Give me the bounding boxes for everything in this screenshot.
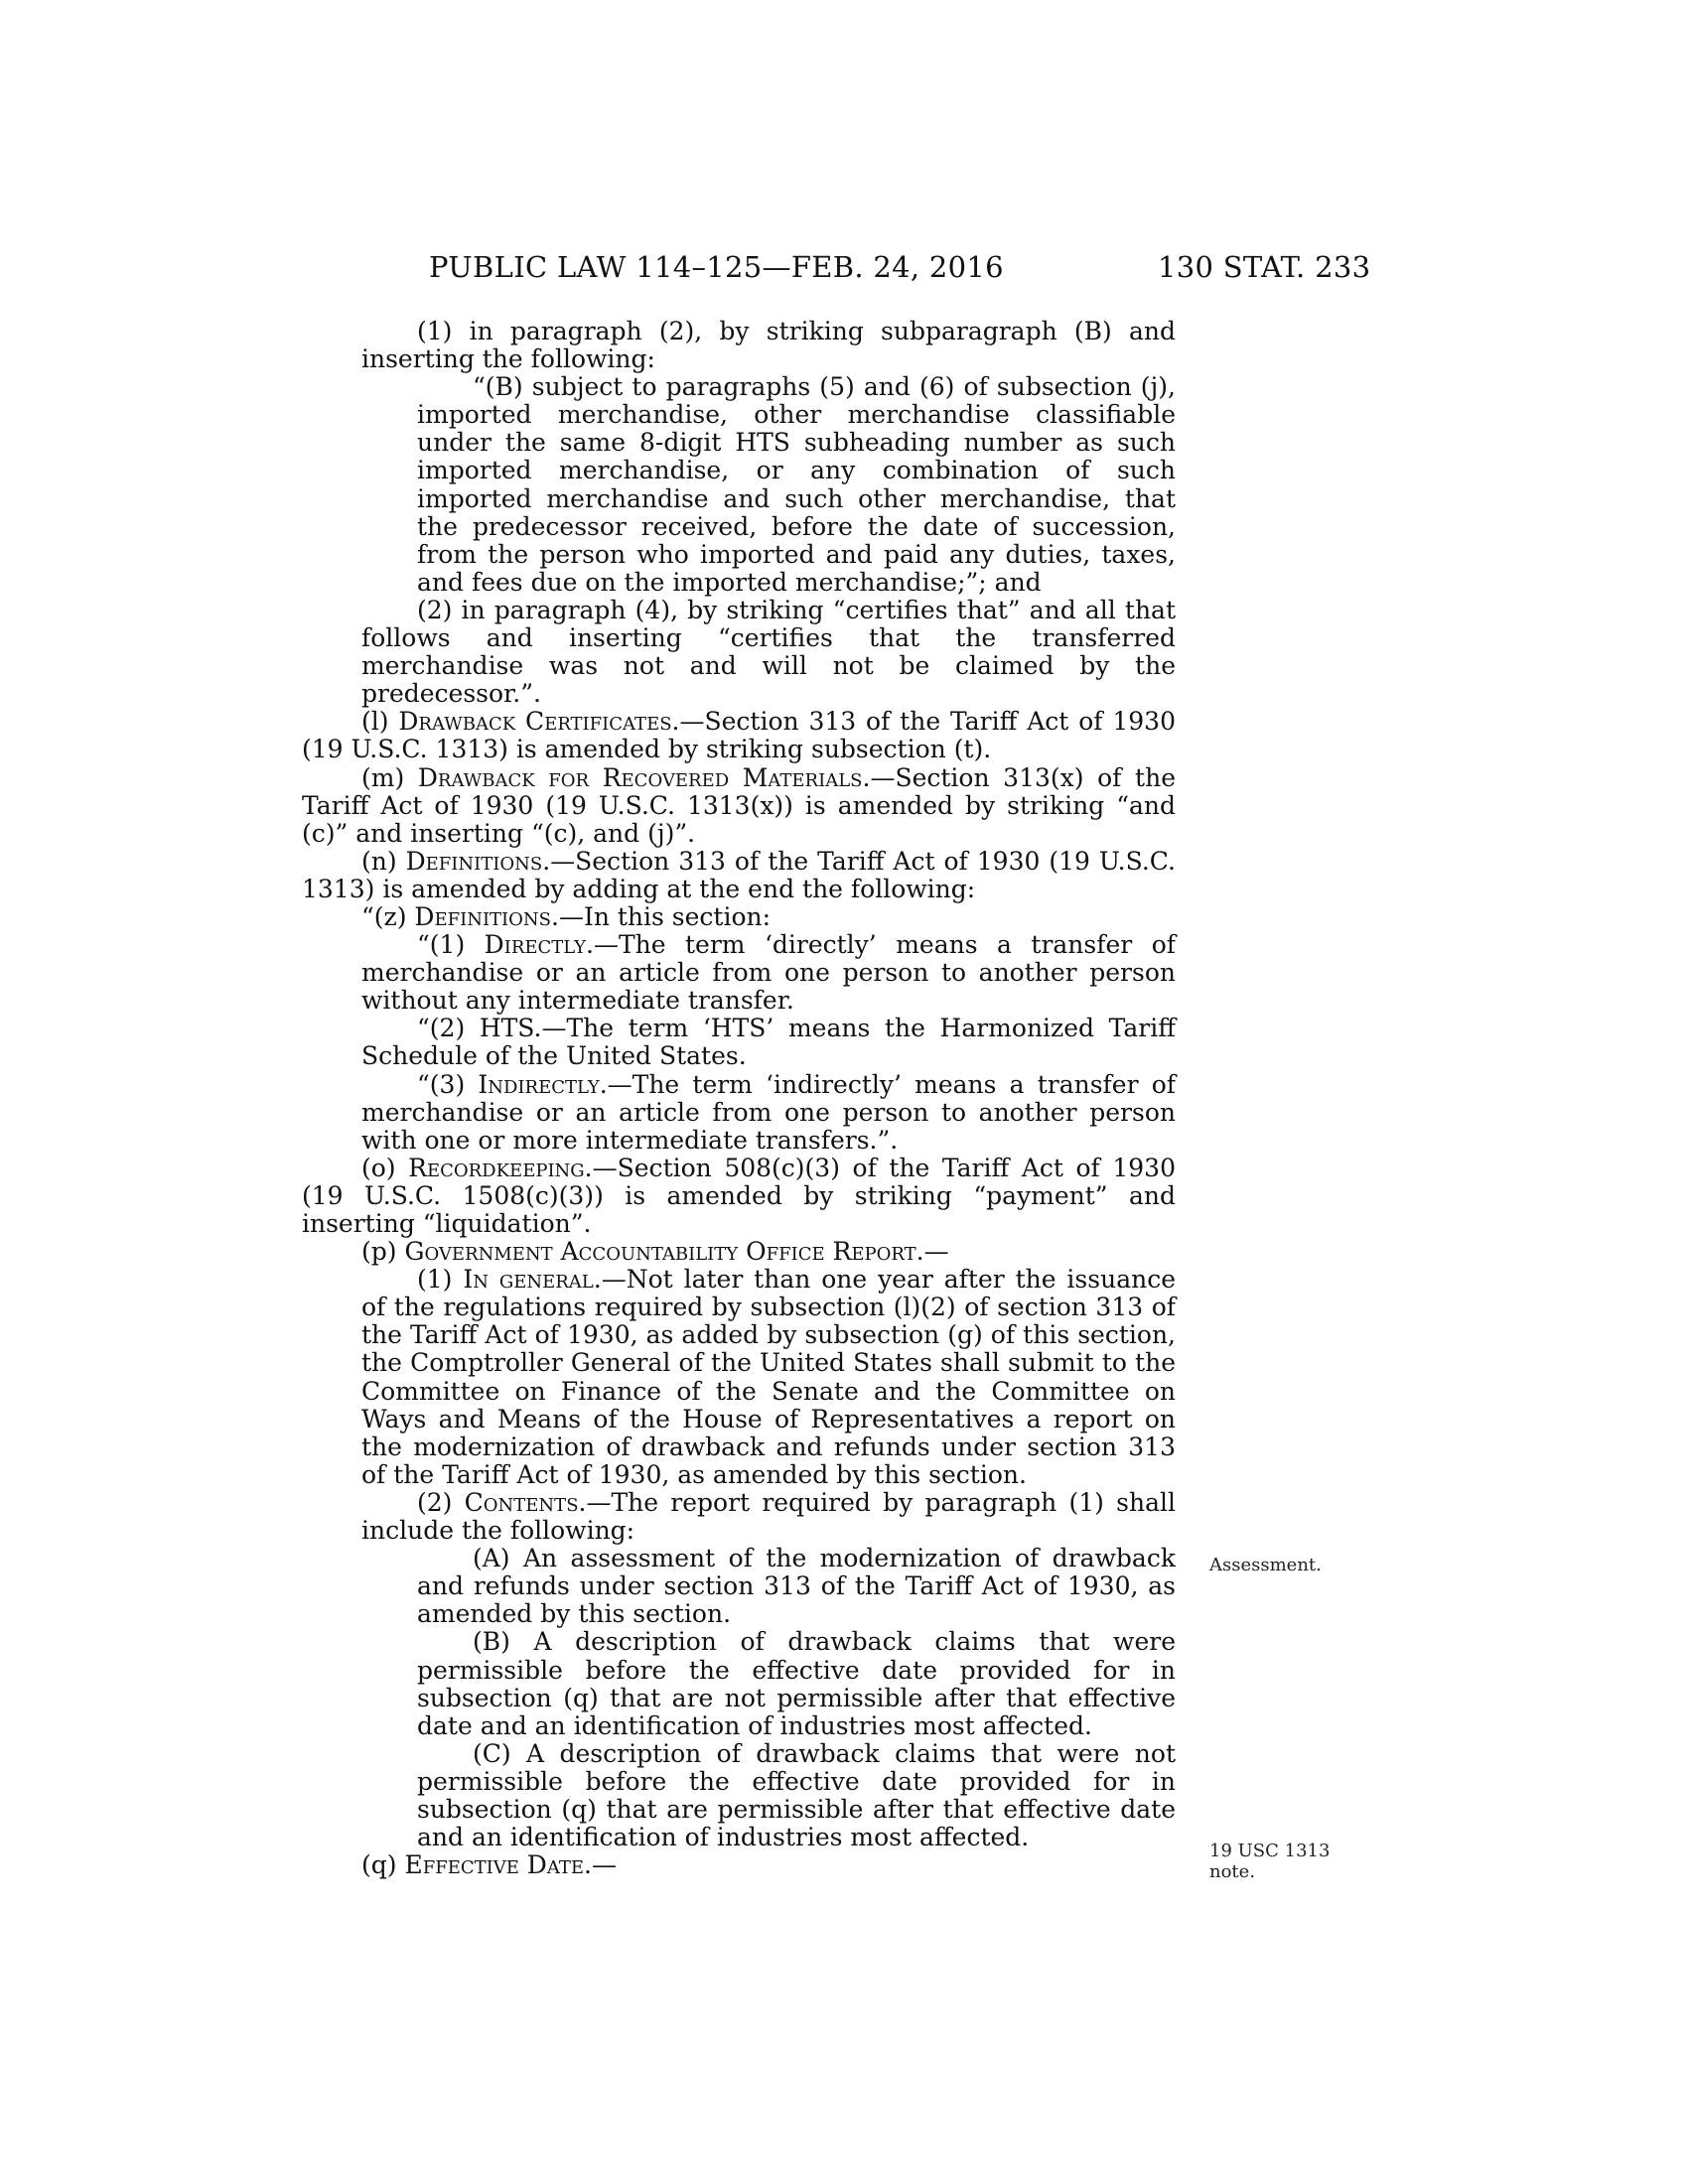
- statute-paragraph: [302, 764, 1176, 848]
- section-heading: Definitions.: [414, 901, 559, 931]
- paragraph-text: (1): [417, 1265, 464, 1295]
- statute-paragraph: [302, 1628, 1176, 1739]
- statute-body: [302, 318, 1176, 1879]
- statute-paragraph: [302, 708, 1176, 763]
- paragraph-text: —The report required by paragraph (1) shall include the following:: [361, 1487, 1176, 1546]
- section-heading: Indirectly.: [478, 1069, 608, 1099]
- statute-paragraph: [302, 1155, 1176, 1238]
- margin-note-usc-line2: note.: [1209, 1861, 1256, 1882]
- statute-paragraph: [302, 1238, 1176, 1266]
- paragraph-text: (A) An assessment of the modernization of drawback and refunds under section 313 of the Tariff Act of 1930, as amended by this section.: [417, 1544, 1176, 1629]
- paragraph-text: “(3): [417, 1069, 479, 1099]
- section-heading: Drawback Certificates.: [398, 707, 680, 737]
- paragraph-text: (o): [361, 1153, 409, 1182]
- statute-paragraph: [302, 1545, 1176, 1628]
- paragraph-text: “(1): [417, 930, 485, 960]
- paragraph-text: (1) in paragraph (2), by striking subparagraph (B) and inserting the following:: [361, 317, 1176, 374]
- paragraph-text: (l): [361, 707, 399, 737]
- paragraph-text: —Not later than one year after the issuance of the regulations required by subsection (l)(2) of section 313 of the Tariff Act of 1930, as added by subsection (g) of this section, the Comptroller General of the United States shall submit to the Committee on Finance of the Senate and the Committee on Ways and Means of the House of Representatives a report on the modernization of drawback and refunds under section 313 of the Tariff Act of 1930, as amended by this section.: [361, 1265, 1176, 1489]
- paragraph-text: (C) A description of drawback claims that were not permissible before the effective date provided for in subsection (q) that are permissible after that effective date and an identification of industries most affected.: [417, 1738, 1176, 1852]
- paragraph-text: (m): [361, 762, 418, 792]
- section-heading: Directly.: [484, 930, 594, 960]
- statute-paragraph: [302, 1015, 1176, 1070]
- statute-paragraph: [302, 1740, 1176, 1851]
- statute-paragraph: [302, 318, 1176, 373]
- paragraph-text: (n): [361, 846, 406, 876]
- paragraph-text: —The term ‘directly’ means a transfer of merchandise or an article from one person to another person without any intermediate transfer.: [361, 930, 1177, 1016]
- section-heading: Effective Date.: [404, 1850, 592, 1880]
- section-heading: Definitions.: [405, 846, 551, 876]
- paragraph-text: (q): [361, 1850, 405, 1880]
- section-heading: Recordkeeping.: [408, 1153, 593, 1182]
- section-heading: Drawback for Recovered Materials.: [417, 762, 871, 792]
- paragraph-text: (p): [361, 1237, 405, 1267]
- statute-paragraph: [302, 903, 1176, 931]
- margin-note-usc-reference: [1209, 1841, 1330, 1882]
- paragraph-text: —Section 313 of the Tariff Act of 1930 (19 U.S.C. 1313) is amended by adding at the end the following:: [302, 846, 1176, 903]
- page-number: 130 STAT. 233: [1158, 250, 1371, 284]
- margin-note-assessment: Assessment.: [1209, 1555, 1322, 1575]
- paragraph-text: —: [923, 1237, 949, 1267]
- paragraph-text: (B) A description of drawback claims that were permissible before the effective date provided for in subsection (q) that are not permissible after that effective date and an identification of industries most affected.: [417, 1627, 1176, 1740]
- paragraph-text: —Section 313 of the Tariff Act of 1930 (19 U.S.C. 1313) is amended by striking subsection (t).: [302, 707, 1176, 764]
- paragraph-text: “(B) subject to paragraphs (5) and (6) of subsection (j), imported merchandise, other merchandise classifiable under the same 8-digit HTS subheading number as such imported merchandise, or any combination of such imported merchandise and such other merchandise, that the predecessor received, before the date of succession, from the person who imported and paid any duties, taxes, and fees due on the imported merchandise;”; and: [417, 372, 1176, 597]
- paragraph-text: —Section 508(c)(3) of the Tariff Act of 1930 (19 U.S.C. 1508(c)(3)) is amended by striking “payment” and inserting “liquidation”.: [302, 1153, 1176, 1238]
- statute-paragraph: [302, 1851, 1176, 1879]
- paragraph-text: —: [591, 1850, 617, 1880]
- section-heading: In general.: [463, 1265, 602, 1295]
- paragraph-text: —In this section:: [558, 901, 772, 931]
- statute-paragraph: [302, 1489, 1176, 1545]
- margin-note-usc-line1: 19 USC 1313: [1209, 1841, 1331, 1861]
- statute-paragraph: [302, 848, 1176, 903]
- paragraph-text: “(z): [361, 901, 415, 931]
- paragraph-text: “(2) HTS.—The term ‘HTS’ means the Harmonized Tariff Schedule of the United States.: [361, 1014, 1176, 1071]
- statute-paragraph: [302, 373, 1176, 597]
- statute-paragraph: [302, 1071, 1176, 1155]
- statute-paragraph: [302, 597, 1176, 708]
- section-heading: Government Accountability Office Report.: [404, 1237, 924, 1267]
- running-head: PUBLIC LAW 114–125—FEB. 24, 2016: [429, 250, 1004, 284]
- paragraph-text: —The term ‘indirectly’ means a transfer of merchandise or an article from one person to another person with one or more intermediate transfers.”.: [361, 1069, 1177, 1155]
- paragraph-text: (2): [417, 1487, 465, 1517]
- section-heading: Contents.: [464, 1487, 587, 1517]
- statute-paragraph: [302, 1266, 1176, 1489]
- statute-paragraph: [302, 931, 1176, 1015]
- paragraph-text: (2) in paragraph (4), by striking “certifies that” and all that follows and inserting “certifies that the transferred merchandise was not and will not be claimed by the predecessor.”.: [361, 595, 1176, 709]
- paragraph-text: —Section 313(x) of the Tariff Act of 1930 (19 U.S.C. 1313(x)) is amended by striking “and (c)” and inserting “(c), and (j)”.: [302, 762, 1177, 848]
